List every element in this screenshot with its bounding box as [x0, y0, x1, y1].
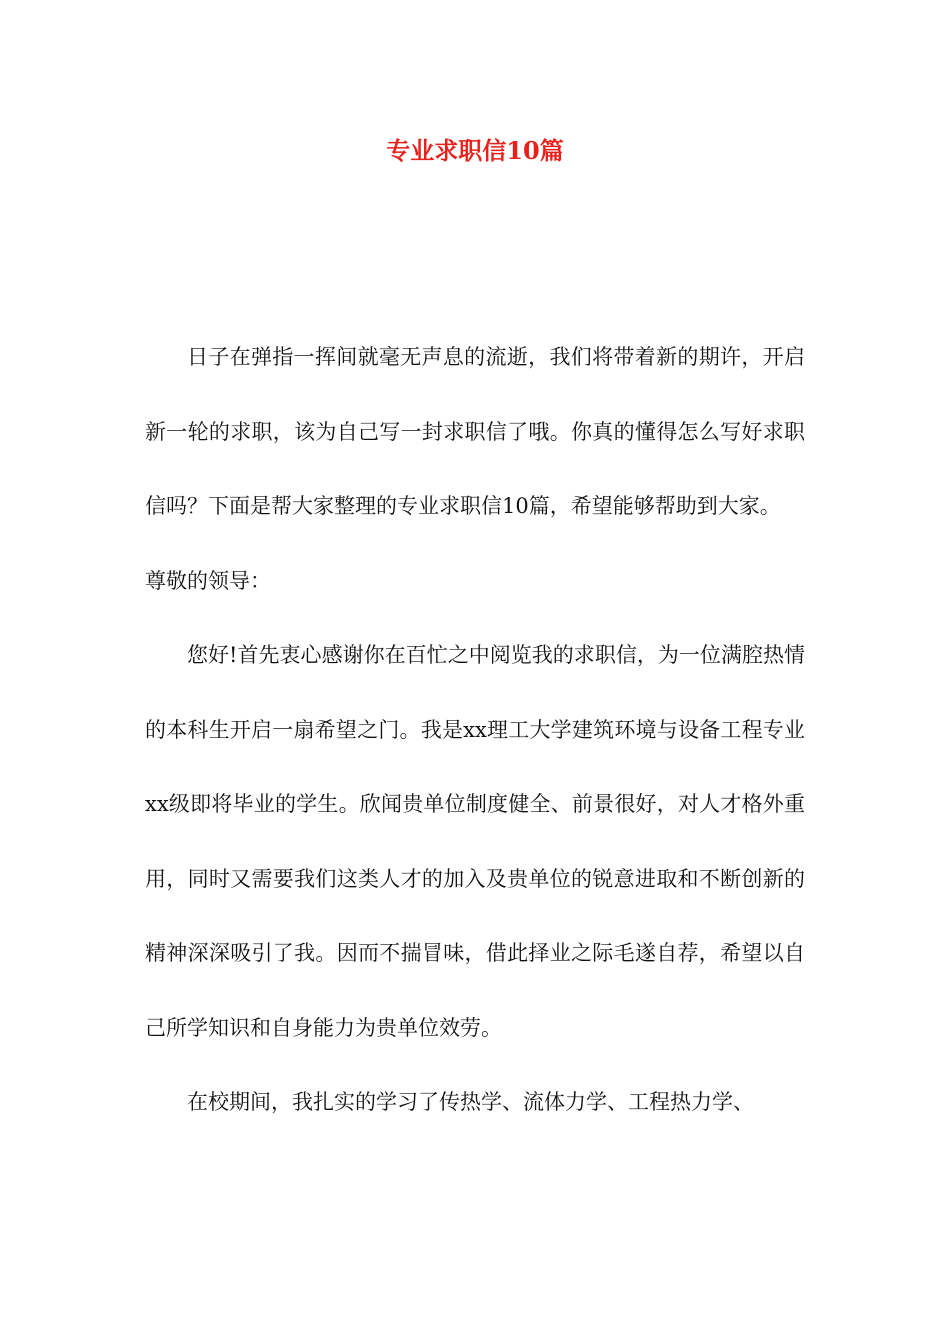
body-paragraph-1: 您好!首先衷心感谢你在百忙之中阅览我的求职信，为一位满腔热情的本科生开启一扇希望之门。我是xx理工大学建筑环境与设备工程专业xx级即将毕业的学生。欣闻贵单位制度健全、前景很好，对人才格外重用，同时又需要我们这类人才的加入及贵单位的锐意进取和不断创新的精神深深吸引了我。因而不揣冒味，借此择业之际毛遂自荐，希望以自己所学知识和自身能力为贵单位效劳。 [145, 643, 805, 1040]
salutation: 尊敬的领导： [145, 568, 271, 593]
intro-paragraph: 日子在弹指一挥间就毫无声息的流逝，我们将带着新的期许，开启新一轮的求职，该为自己写一封求职信了哦。你真的懂得怎么写好求职信吗？下面是帮大家整理的专业求职信10篇，希望能够帮助到大家。 [145, 345, 805, 518]
document-body [145, 320, 805, 1140]
body-paragraph-2: 在校期间，我扎实的学习了传热学、流体力学、工程热力学、 [187, 1090, 754, 1114]
document-title: 专业求职信10篇 [386, 136, 564, 165]
